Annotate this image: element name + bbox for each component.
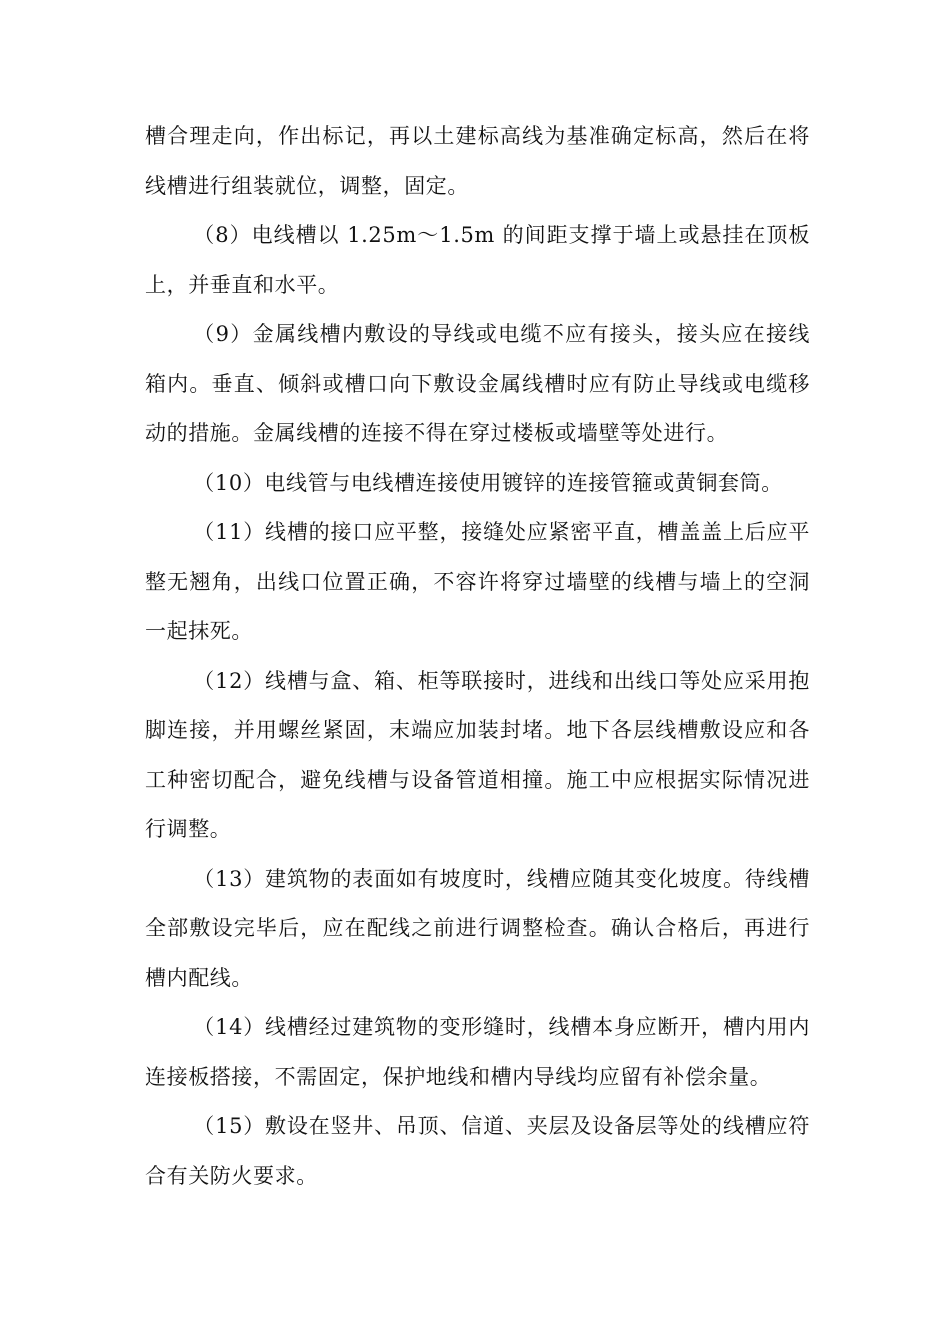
paragraph-item-14: （14）线槽经过建筑物的变形缝时，线槽本身应断开，槽内用内连接板搭接，不需固定，保护地线和槽内导线均应留有补偿余量。 bbox=[145, 1015, 810, 1089]
paragraph-continuation: 槽合理走向，作出标记，再以土建标高线为基准确定标高，然后在将线槽进行组装就位，调整，固定。 bbox=[145, 124, 810, 198]
paragraph-item-8: （8）电线槽以 1.25m～1.5m 的间距支撑于墙上或悬挂在顶板上，并垂直和水平。 bbox=[145, 223, 810, 297]
paragraph-item-11: （11）线槽的接口应平整，接缝处应紧密平直，槽盖盖上后应平整无翘角，出线口位置正确，不容许将穿过墙壁的线槽与墙上的空洞一起抹死。 bbox=[145, 520, 810, 643]
paragraph-item-10: （10）电线管与电线槽连接使用镀锌的连接管箍或黄铜套筒。 bbox=[193, 470, 783, 495]
paragraph-item-12: （12）线槽与盒、箱、柜等联接时，进线和出线口等处应采用抱脚连接，并用螺丝紧固，末端应加装封堵。地下各层线槽敷设应和各工种密切配合，避免线槽与设备管道相撞。施工中应根据实际情况进行调整。 bbox=[145, 668, 810, 841]
paragraph-item-15: （15）敷设在竖井、吊顶、信道、夹层及设备层等处的线槽应符合有关防火要求。 bbox=[145, 1114, 810, 1188]
paragraph-item-13: （13）建筑物的表面如有坡度时，线槽应随其变化坡度。待线槽全部敷设完毕后，应在配线之前进行调整检查。确认合格后，再进行槽内配线。 bbox=[145, 866, 810, 990]
document-body bbox=[145, 112, 810, 1201]
paragraph-item-9: （9）金属线槽内敷设的导线或电缆不应有接头，接头应在接线箱内。垂直、倾斜或槽口向下敷设金属线槽时应有防止导线或电缆移动的措施。金属线槽的连接不得在穿过楼板或墙壁等处进行。 bbox=[145, 322, 810, 445]
